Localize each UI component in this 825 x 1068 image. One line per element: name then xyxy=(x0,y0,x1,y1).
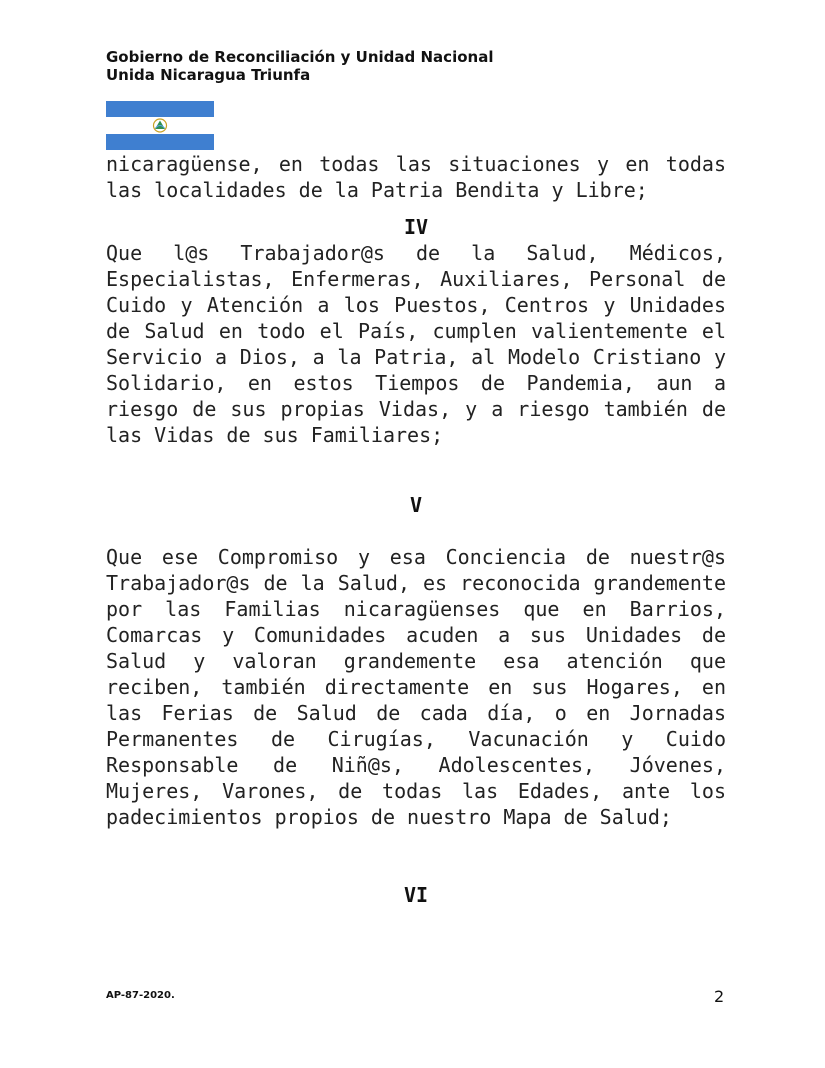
intro-paragraph: nicaragüense, en todas las situaciones y en todas las localidades de la Patria Bendita y Libre; xyxy=(106,152,726,202)
section-v-paragraph: Que ese Compromiso y esa Conciencia de nuestr@s Trabajador@s de la Salud, es reconocida grandemente por las Familias nicaragüenses que en Barrios, Comarcas y Comunidades acuden a sus Unidades de Salud y valoran grandemente esa atención que reciben, también directamente en sus Hogares, en las Ferias de Salud de cada día, o en Jornadas Permanentes de Cirugías, Vacunación y Cuido Responsable de Niñ@s, Adolescentes, Jóvenes, Mujeres, Varones, de todas las Edades, ante los padecimientos propios de nuestro Mapa de Salud; xyxy=(106,545,726,829)
section-v-heading: V xyxy=(409,493,423,517)
header-government-name: Gobierno de Reconciliación y Unidad Nacional xyxy=(106,48,494,66)
nicaragua-flag-icon xyxy=(106,101,214,150)
section-iv-paragraph: Que l@s Trabajador@s de la Salud, Médicos, Especialistas, Enfermeras, Auxiliares, Personal de Cuido y Atención a los Puestos, Centros y Unidades de Salud en todo el País, cumplen valientemente el Servicio a Dios, a la Patria, al Modelo Cristiano y Solidario, en estos Tiempos de Pandemia, aun a riesgo de sus propias Vidas, y a riesgo también de las Vidas de sus Familiares; xyxy=(106,241,726,447)
header-slogan: Unida Nicaragua Triunfa xyxy=(106,66,311,84)
section-vi-heading: VI xyxy=(403,883,429,907)
document-header xyxy=(106,48,493,84)
document-code: AP-87-2020. xyxy=(106,990,175,1001)
section-iv-heading: IV xyxy=(403,215,429,239)
page-number: 2 xyxy=(714,987,725,1006)
